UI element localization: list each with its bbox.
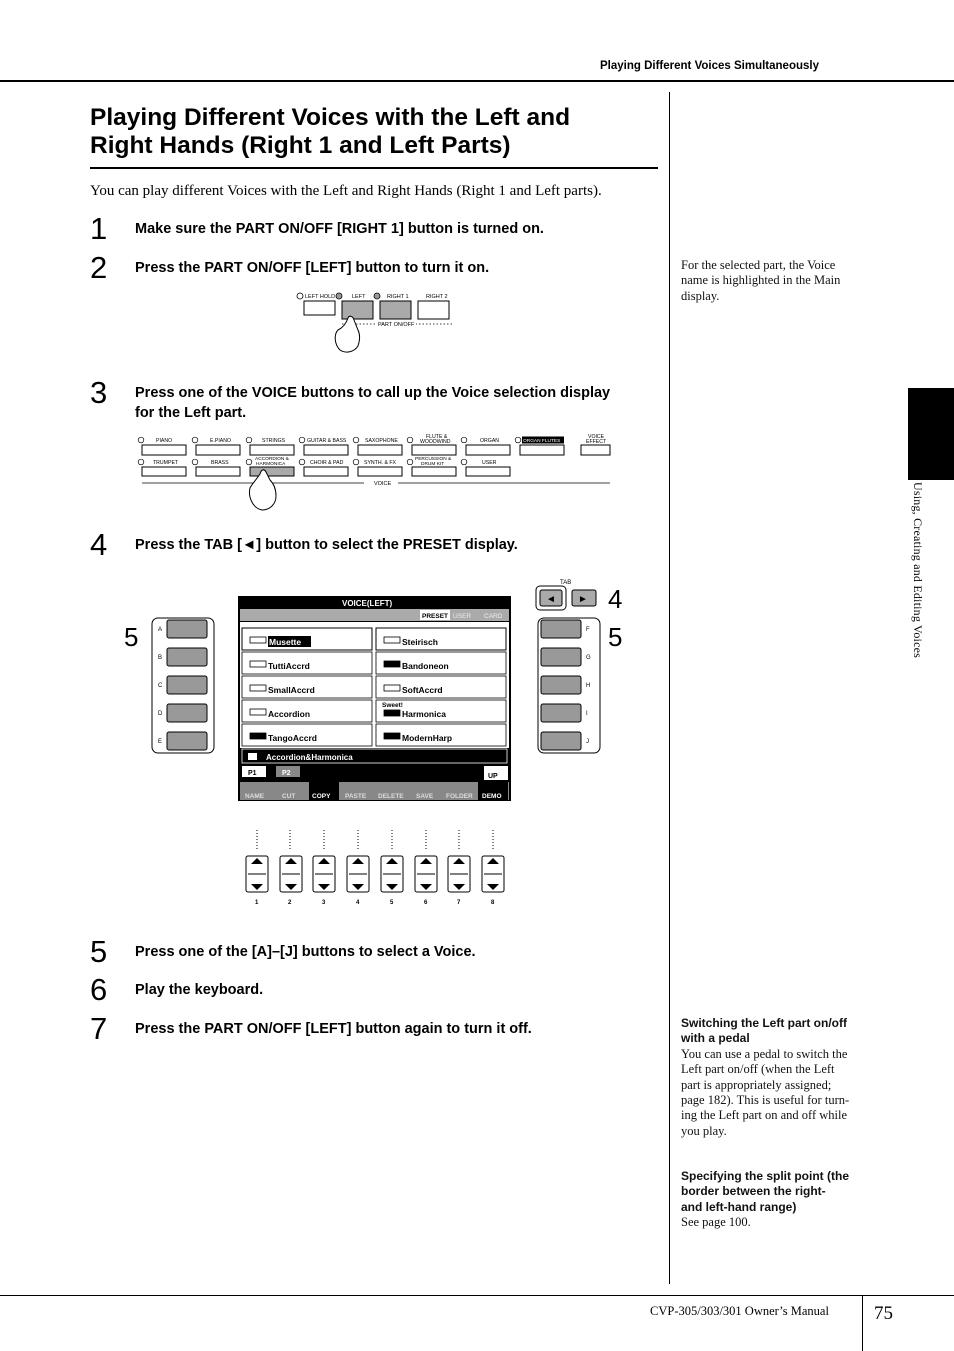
button-f[interactable] <box>541 620 581 638</box>
voice-tuttiaccrd: TuttiAccrd <box>268 661 310 671</box>
voice-steirisch: Steirisch <box>402 637 438 647</box>
note3-line-1: See page 100. <box>681 1215 751 1230</box>
tab-right-arrow-icon: ► <box>578 594 588 605</box>
button-h[interactable] <box>541 676 581 694</box>
note3-title-line-2: border between the right- <box>681 1184 826 1199</box>
fn-delete[interactable]: DELETE <box>378 793 404 800</box>
step-3-line-2: for the Left part. <box>135 404 247 421</box>
note1-line-1: For the selected part, the Voice <box>681 258 836 272</box>
keyboard-icon <box>250 685 266 691</box>
trumpet-button[interactable] <box>142 467 186 476</box>
guitar-lamp <box>299 437 305 443</box>
step-2-number: 2 <box>90 250 108 285</box>
bottom-button-numbers <box>255 900 495 906</box>
voice-softaccrd: SoftAccrd <box>402 685 443 695</box>
fn-save[interactable]: SAVE <box>416 793 434 800</box>
left-button[interactable] <box>342 301 373 319</box>
flute-lamp <box>407 437 413 443</box>
voice-row-1 <box>138 434 610 455</box>
button-b[interactable] <box>167 648 207 666</box>
organ-flutes-label: ORGAN FLUTES <box>523 439 561 444</box>
step-6-text: Play the keyboard. <box>135 982 264 998</box>
column-divider <box>669 92 670 1284</box>
button-g[interactable] <box>541 648 581 666</box>
step-3-number: 3 <box>90 375 108 410</box>
piano-lamp <box>138 437 144 443</box>
sidebar-note-split-point <box>681 1169 871 1231</box>
right1-lamp <box>374 293 380 299</box>
percussion-button[interactable] <box>412 467 456 476</box>
fn-demo[interactable]: DEMO <box>482 793 502 800</box>
note1-line-3: display. <box>681 288 720 303</box>
fn-folder[interactable]: FOLDER <box>446 793 473 800</box>
bottom-number-5: 5 <box>390 900 394 906</box>
left-label: LEFT <box>352 294 366 300</box>
intro-paragraph: You can play different Voices with the Left and Right Hands (Right 1 and Left parts). <box>90 183 602 199</box>
note2-line-3: part is appropriately assigned; <box>681 1077 832 1092</box>
note2-line-4: page 182). This is useful for turn- <box>681 1093 850 1108</box>
button-g-label: G <box>586 655 591 661</box>
tab-label: TAB <box>560 580 572 586</box>
left-hold-label: LEFT HOLD <box>305 294 336 300</box>
bottom-buttons <box>246 830 504 906</box>
sidebar-note-pedal <box>681 1016 871 1139</box>
bottom-number-4: 4 <box>356 900 360 906</box>
button-i-label: I <box>586 711 588 717</box>
lcd-tab-card[interactable]: CARD <box>484 613 503 620</box>
step-7-text: Press the PART ON/OFF [LEFT] button again to turn it off. <box>135 1021 532 1037</box>
note2-title-line-1: Switching the Left part on/off <box>681 1016 847 1030</box>
keyboard-icon <box>384 637 400 643</box>
page-title-line-1: Playing Different Voices with the Left and <box>90 104 571 131</box>
organ-label: ORGAN <box>480 438 500 444</box>
right2-button[interactable] <box>418 301 449 319</box>
synth-button[interactable] <box>358 467 402 476</box>
strings-lamp <box>246 437 252 443</box>
note2-line-6: you play. <box>681 1123 727 1138</box>
percussion-label-1: PERCUSSION & <box>415 457 452 462</box>
percussion-label-2: DRUM KIT <box>421 462 445 467</box>
organ-lamp <box>461 437 467 443</box>
page-title-line-2: Right Hands (Right 1 and Left Parts) <box>90 132 511 159</box>
keyboard-icon <box>250 637 266 643</box>
user-label: USER <box>482 460 497 466</box>
step-5-number: 5 <box>90 934 108 969</box>
epiano-label: E.PIANO <box>210 438 232 444</box>
step-1-number: 1 <box>90 211 108 246</box>
brass-lamp <box>192 459 198 465</box>
chapter-tab-label: Using, Creating and Editing Voices <box>911 482 925 659</box>
keyboard-icon <box>384 685 400 691</box>
harmonica-icon <box>384 710 400 716</box>
bottom-number-2: 2 <box>288 900 292 906</box>
strings-label: STRINGS <box>262 438 286 444</box>
button-e-label: E <box>158 739 163 745</box>
fn-copy[interactable]: COPY <box>312 793 331 800</box>
keyboard-icon <box>250 661 266 667</box>
note2-line-2: Left part on/off (when the Left <box>681 1062 835 1077</box>
voice-smallaccrd: SmallAccrd <box>268 685 315 695</box>
voice-musette: Musette <box>269 637 302 647</box>
accordion-label-2: HARMONICA <box>256 462 286 467</box>
fn-name[interactable]: NAME <box>245 793 265 800</box>
page-p2-label: P2 <box>282 770 291 777</box>
note2-title-line-2: with a pedal <box>681 1031 750 1046</box>
sidebar-note-highlight <box>681 258 871 304</box>
voice-panel <box>136 432 616 514</box>
button-h-label: H <box>586 683 591 689</box>
bottom-number-1: 1 <box>255 900 259 906</box>
lcd-tab-user[interactable]: USER <box>453 613 472 620</box>
button-i[interactable] <box>541 704 581 722</box>
right2-label: RIGHT 2 <box>426 294 448 300</box>
folder-icon <box>248 753 257 760</box>
brass-button[interactable] <box>196 467 240 476</box>
bottom-number-6: 6 <box>424 900 428 906</box>
button-j[interactable] <box>541 732 581 750</box>
accordion-lamp <box>246 459 252 465</box>
page-number: 75 <box>874 1303 893 1324</box>
strings-button[interactable] <box>250 445 294 455</box>
part-group-label: PART ON/OFF <box>378 322 415 328</box>
left-lamp <box>336 293 342 299</box>
step-4-text: Press the TAB [◄] button to select the PRESET display. <box>135 537 518 553</box>
guitar-label: GUITAR & BASS <box>307 438 347 444</box>
footer-manual-title: CVP-305/303/301 Owner’s Manual <box>650 1304 829 1318</box>
user-button[interactable] <box>466 467 510 476</box>
step-3-text <box>135 384 610 423</box>
tab-left-arrow-icon: ◄ <box>546 594 556 605</box>
step-1-text: Make sure the PART ON/OFF [RIGHT 1] button is turned on. <box>135 221 544 237</box>
up-label: UP <box>488 773 498 780</box>
voice-effect-label-1: VOICE <box>588 434 605 440</box>
step-4-number: 4 <box>90 527 108 562</box>
voice-bandoneon: Bandoneon <box>402 661 449 671</box>
fn-paste[interactable]: PASTE <box>345 793 367 800</box>
step-5-text: Press one of the [A]–[J] buttons to select a Voice. <box>135 944 476 960</box>
part-on-off-panel <box>290 288 460 358</box>
user-lamp <box>461 459 467 465</box>
organ-flutes-button[interactable] <box>520 445 564 455</box>
synth-label: SYNTH. & FX <box>364 460 396 466</box>
voice-effect-button[interactable] <box>581 445 610 455</box>
note2-line-1: You can use a pedal to switch the <box>681 1046 848 1061</box>
voice-display-illustration <box>120 578 640 913</box>
step-7-number: 7 <box>90 1011 108 1046</box>
voice-effect-label-2: EFFECT <box>586 439 607 445</box>
choir-label: CHOIR & PAD <box>310 460 344 466</box>
percussion-lamp <box>407 459 413 465</box>
epiano-button[interactable] <box>196 445 240 455</box>
button-a-label: A <box>158 627 163 633</box>
bottom-number-8: 8 <box>491 900 495 906</box>
note1-line-2: name is highlighted in the Main <box>681 273 841 288</box>
bottom-number-3: 3 <box>322 900 326 906</box>
voice-accordion: Accordion <box>268 709 311 719</box>
callout-4: 4 <box>608 584 623 614</box>
button-e[interactable] <box>167 732 207 750</box>
sweet-badge: Sweet! <box>382 702 403 709</box>
trumpet-lamp <box>138 459 144 465</box>
piano-label: PIANO <box>156 438 173 444</box>
button-c[interactable] <box>167 676 207 694</box>
note3-title-line-3: and left-hand range) <box>681 1199 797 1214</box>
button-c-label: C <box>158 683 163 689</box>
flute-button[interactable] <box>412 445 456 455</box>
button-a[interactable] <box>167 620 207 638</box>
keyboard-icon <box>250 709 266 715</box>
tango-icon <box>250 733 266 739</box>
accordion-button[interactable] <box>250 467 294 476</box>
step-2-text: Press the PART ON/OFF [LEFT] button to turn it on. <box>135 260 490 276</box>
voice-row-2 <box>138 456 510 476</box>
lcd-tab-preset[interactable]: PRESET <box>422 613 449 620</box>
footer-rule <box>0 1295 954 1296</box>
right1-button[interactable] <box>380 301 411 319</box>
flute-label-1: FLUTE & <box>426 434 448 440</box>
header-rule <box>0 80 954 82</box>
brass-label: BRASS <box>211 460 229 466</box>
choir-button[interactable] <box>304 467 348 476</box>
fn-cut[interactable]: CUT <box>282 793 296 800</box>
footer-divider <box>862 1296 863 1351</box>
button-f-label: F <box>586 627 590 633</box>
voice-tangoaccrd: TangoAccrd <box>268 733 317 743</box>
voice-modernharp: ModernHarp <box>402 733 453 743</box>
epiano-lamp <box>192 437 198 443</box>
button-d-label: D <box>158 711 163 717</box>
choir-lamp <box>299 459 305 465</box>
page-title <box>90 104 650 160</box>
piano-button[interactable] <box>142 445 186 455</box>
harmonica-icon <box>384 733 400 739</box>
left-hold-lamp <box>297 293 303 299</box>
callout-5-right: 5 <box>608 622 623 652</box>
running-header: Playing Different Voices Simultaneously <box>600 60 819 72</box>
synth-lamp <box>353 459 359 465</box>
sax-lamp <box>353 437 359 443</box>
button-b-label: B <box>158 655 163 661</box>
voice-group-label: VOICE <box>374 481 392 487</box>
voice-harmonica: Harmonica <box>402 709 446 719</box>
trumpet-label: TRUMPET <box>153 460 179 466</box>
button-j-label: J <box>586 739 589 745</box>
button-d[interactable] <box>167 704 207 722</box>
sax-label: SAXOPHONE <box>365 438 398 444</box>
step-3-line-1: Press one of the VOICE buttons to call up the Voice selection display <box>135 385 611 401</box>
left-hold-button[interactable] <box>304 301 335 315</box>
guitar-button[interactable] <box>304 445 348 455</box>
accordion-label-1: ACCORDION & <box>255 457 289 462</box>
flute-label-2: WOODWIND <box>420 439 451 445</box>
note2-line-5: ing the Left part on and off while <box>681 1108 848 1123</box>
note3-title-line-1: Specifying the split point (the <box>681 1169 849 1183</box>
sax-button[interactable] <box>358 445 402 455</box>
title-rule <box>90 167 658 169</box>
folder-name: Accordion&Harmonica <box>266 753 353 762</box>
callout-5-left: 5 <box>124 622 139 652</box>
bandoneon-icon <box>384 661 400 667</box>
lcd-title: VOICE(LEFT) <box>342 599 393 608</box>
organ-flutes-lamp <box>515 437 521 443</box>
page-p1-label: P1 <box>248 770 257 777</box>
bottom-number-7: 7 <box>457 900 461 906</box>
pressing-hand-icon <box>335 316 359 352</box>
right1-label: RIGHT 1 <box>387 294 409 300</box>
organ-button[interactable] <box>466 445 510 455</box>
step-6-number: 6 <box>90 972 108 1007</box>
chapter-tab <box>908 388 954 480</box>
